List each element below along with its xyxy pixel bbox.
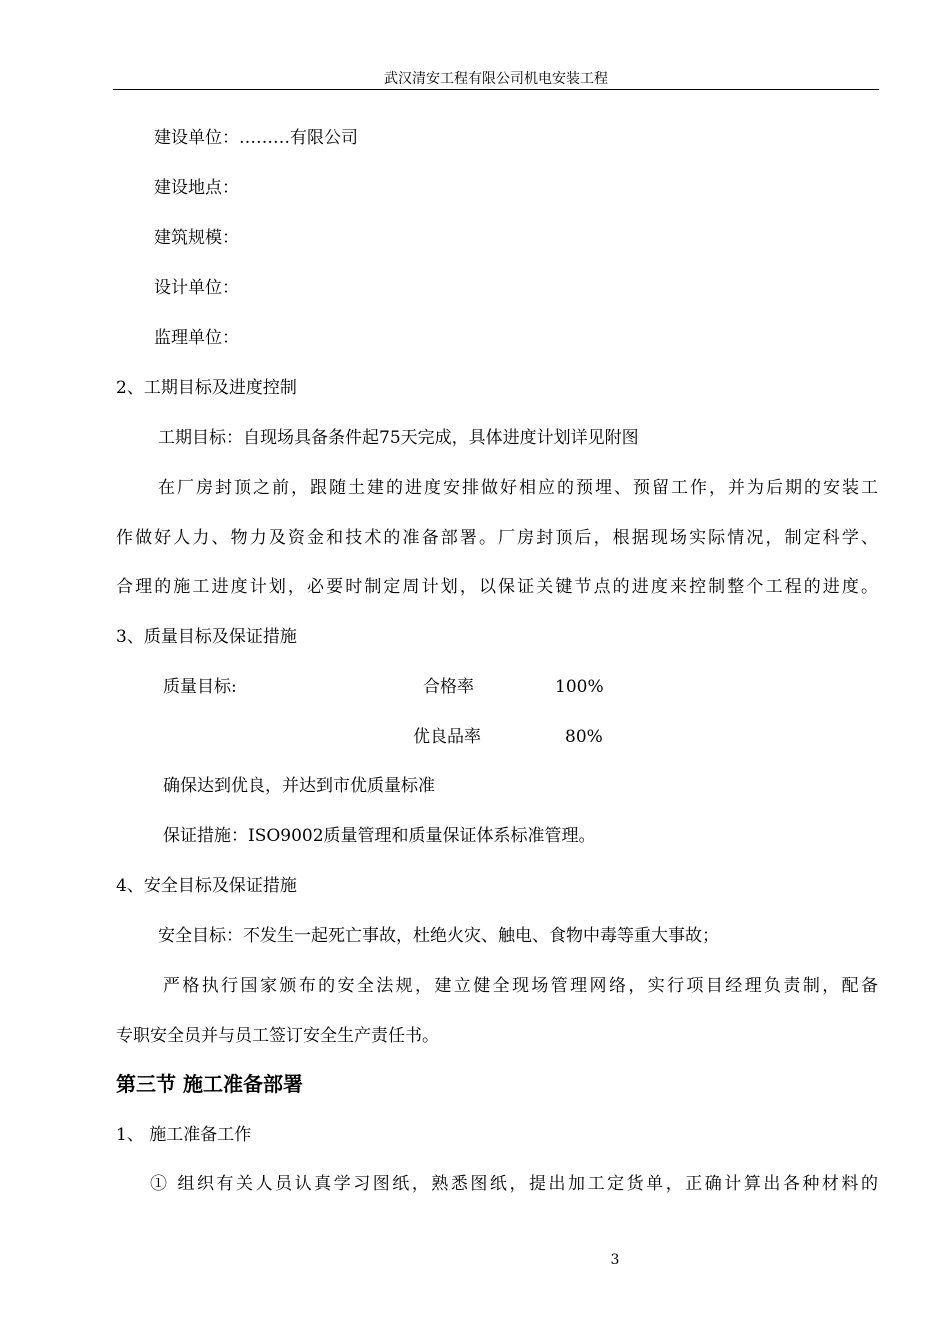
quality-target-label: 质量目标: (163, 677, 237, 697)
excellent-rate-value: 80% (565, 727, 603, 747)
pass-rate-value: 100% (555, 677, 604, 697)
page-number: 3 (610, 1252, 620, 1268)
page-header: 武汉清安工程有限公司机电安装工程 (384, 71, 608, 87)
safety-paragraph-line-1: 严格执行国家颁布的安全法规，建立健全现场管理网络，实行项目经理负责制，配备 (163, 976, 878, 996)
owner-line: 建设单位：………有限公司 (154, 128, 358, 148)
safety-heading: 4、安全目标及保证措施 (116, 876, 297, 896)
quality-assurance: 确保达到优良，并达到市优质量标准 (163, 776, 435, 796)
schedule-paragraph-line-2: 作做好人力、物力及资金和技术的准备部署。厂房封顶后，根据现场实际情况，制定科学、 (116, 528, 878, 548)
pass-rate-label: 合格率 (423, 677, 474, 697)
safety-target: 安全目标：不发生一起死亡事故，杜绝火灾、触电、食物中毒等重大事故； (158, 926, 719, 946)
schedule-heading: 2、工期目标及进度控制 (116, 378, 297, 398)
quality-measures: 保证措施：ISO9002质量管理和质量保证体系标准管理。 (163, 826, 596, 846)
section-title: 第三节 施工准备部署 (116, 1072, 303, 1096)
scale-line: 建筑规模： (154, 228, 239, 248)
supervisor-line: 监理单位： (154, 328, 239, 348)
schedule-target: 工期目标：自现场具备条件起75天完成，具体进度计划详见附图 (158, 428, 639, 448)
header-rule (113, 89, 879, 90)
designer-line: 设计单位： (154, 278, 239, 298)
safety-paragraph-line-2: 专职安全员并与员工签订安全生产责任书。 (116, 1026, 439, 1046)
schedule-paragraph-line-3: 合理的施工进度计划，必要时制定周计划，以保证关键节点的进度来控制整个工程的进度。 (116, 577, 878, 597)
quality-heading: 3、质量目标及保证措施 (116, 627, 297, 647)
excellent-rate-label: 优良品率 (413, 727, 481, 747)
prep-item-sub-1: ① 组织有关人员认真学习图纸，熟悉图纸，提出加工定货单，正确计算出各种材料的 (150, 1174, 878, 1194)
schedule-paragraph-line-1: 在厂房封顶之前，跟随土建的进度安排做好相应的预埋、预留工作，并为后期的安装工 (158, 478, 878, 498)
location-line: 建设地点： (154, 178, 239, 198)
prep-item-heading: 1、 施工准备工作 (116, 1125, 252, 1145)
